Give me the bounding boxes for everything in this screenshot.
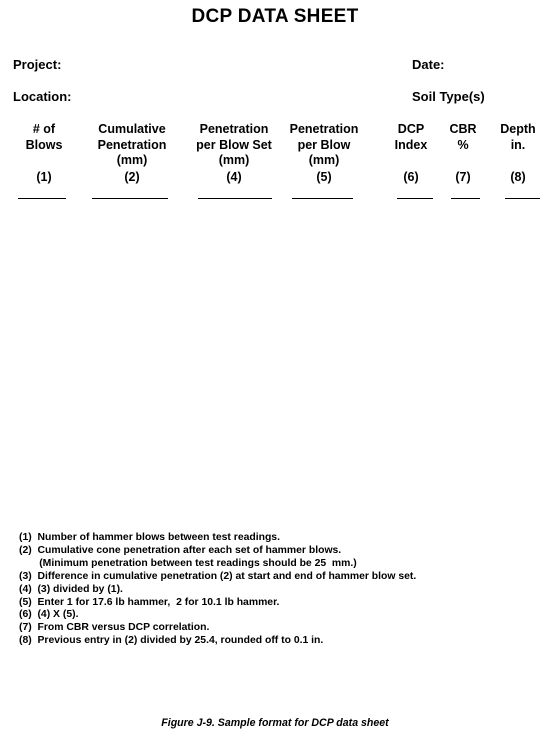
entry-line-cumulative-penetration (92, 198, 168, 199)
column-depth (495, 122, 541, 184)
column-number: (4) (226, 170, 242, 184)
soil-type-label: Soil Type(s) (412, 89, 485, 104)
footnote: (7) From CBR versus DCP correlation. (19, 622, 210, 634)
column-penetration-per-blow-set (188, 122, 280, 184)
column-label-line: in. (510, 137, 526, 152)
footnote: (4) (3) divided by (1). (19, 583, 123, 595)
column-number: (6) (403, 170, 419, 184)
page-title: DCP DATA SHEET (191, 6, 359, 27)
entry-line-depth (505, 198, 540, 199)
footnote: (Minimum penetration between test readings should be 25 mm.) (19, 557, 357, 569)
footnote: (5) Enter 1 for 17.6 lb hammer, 2 for 10.1 lb hammer. (19, 596, 280, 608)
column-label-line: # of (32, 122, 56, 136)
footnote: (8) Previous entry in (2) divided by 25.4, rounded off to 0.1 in. (19, 635, 324, 647)
column-label-line: DCP (397, 122, 425, 136)
column-label-line: Penetration (289, 122, 359, 136)
footnote: (3) Difference in cumulative penetration (2) at start and end of hammer blow set. (19, 570, 417, 582)
column-label-line: Penetration (199, 122, 269, 136)
column-number: (5) (316, 170, 332, 184)
column-label-line: % (457, 137, 469, 152)
entry-line-cbr (451, 198, 480, 199)
project-label: Project: (13, 57, 62, 72)
column-label-line: CBR (449, 122, 477, 136)
column-cumulative-penetration (86, 122, 178, 184)
column-label-line: Cumulative (98, 122, 166, 136)
column-blows (12, 122, 76, 184)
column-cbr (443, 122, 483, 184)
column-penetration-per-blow (284, 122, 364, 184)
entry-line-penetration-per-blow-set (198, 198, 272, 199)
entry-line-blows (18, 198, 66, 199)
column-label-line: (mm) (308, 153, 340, 167)
column-number: (1) (36, 170, 52, 184)
figure-caption: Figure J-9. Sample format for DCP data sheet (161, 717, 389, 729)
footnote: (2) Cumulative cone penetration after each set of hammer blows. (19, 544, 342, 556)
column-label-line: per Blow (297, 137, 351, 152)
date-label: Date: (412, 57, 445, 72)
column-dcp-index (387, 122, 435, 184)
column-number: (8) (510, 170, 526, 184)
column-label-line: Blows (25, 137, 63, 152)
entry-line-penetration-per-blow (292, 198, 353, 199)
footnotes (19, 532, 416, 648)
footnote: (1) Number of hammer blows between test readings. (19, 532, 280, 543)
entry-line-dcp-index (397, 198, 433, 199)
column-label-line: (mm) (116, 153, 148, 167)
column-number: (7) (455, 170, 471, 184)
column-label-line: per Blow Set (196, 137, 272, 152)
column-label-line: (mm) (218, 153, 250, 167)
column-label-line: Index (394, 137, 428, 152)
column-label-line: Depth (500, 122, 536, 136)
column-label-line: Penetration (97, 137, 167, 152)
column-number: (2) (124, 170, 140, 184)
location-label: Location: (13, 89, 72, 104)
footnote: (6) (4) X (5). (19, 609, 79, 621)
